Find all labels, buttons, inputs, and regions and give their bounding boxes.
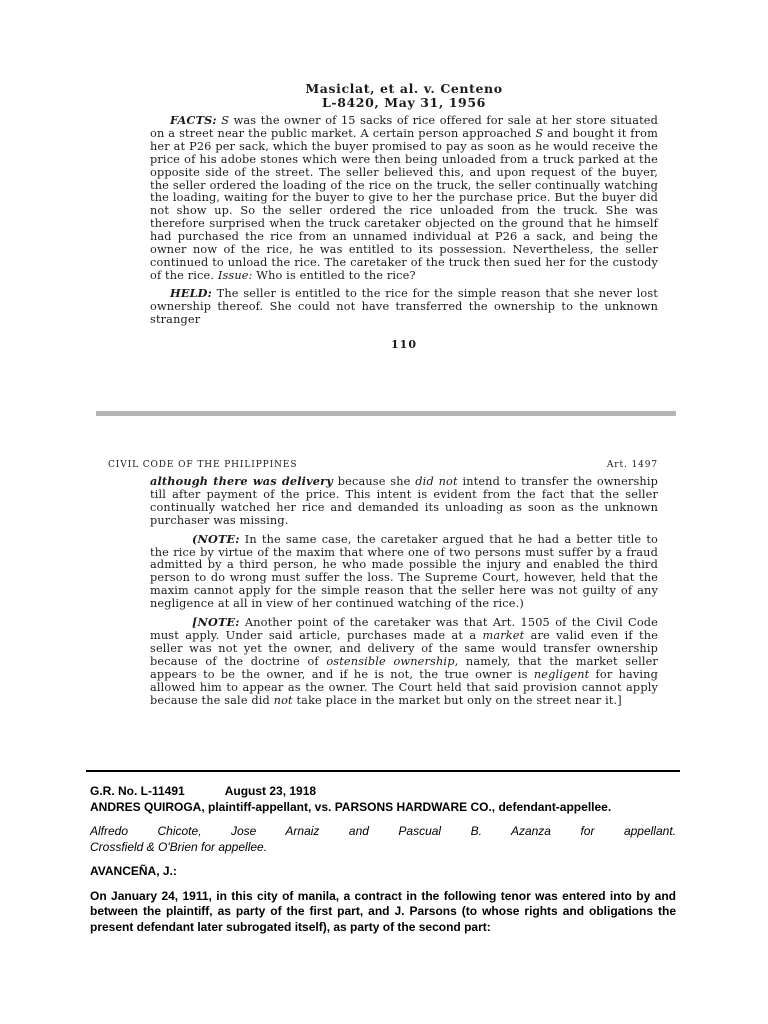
page-number: 110 [391, 337, 417, 351]
running-head-title: CIVIL CODE OF THE PHILIPPINES [108, 460, 298, 470]
note2-text-e: take place in the market but only on the street near it.] [292, 693, 622, 707]
case-header [90, 784, 676, 800]
case-title: Masiclat, et al. v. Centeno [305, 81, 503, 96]
issue-label: Issue: [217, 268, 253, 282]
decision-body: On January 24, 1911, in this city of manila, a contract in the following tenor was entered into by and between the plaintiff, as party of the first part, and J. Parsons (to whose rights and obligations the present defendant later subrogated itself), as party of the second part: [90, 888, 676, 934]
facts-paragraph [150, 114, 658, 283]
note2-text-c: , namely, that the market seller appears to be the owner, and if he is not, the true owner is [150, 654, 658, 681]
did-not-emphasis: did not [415, 475, 458, 488]
section-rule [86, 770, 680, 772]
scanned-page-bottom [108, 459, 658, 712]
facts-text-1: was the owner of 15 sacks of rice offered for sale at her store situated on a street near the public market. A certain person approached [150, 114, 659, 140]
ostensible-emphasis: ostensible ownership [326, 654, 455, 668]
not-emphasis: not [273, 693, 293, 707]
running-head-article: Art. 1497 [606, 460, 658, 470]
note2-text-d: for having allowed him to appear as the owner. The Court held that said provision cannot apply because the sale did [150, 667, 658, 707]
scanned-page-top [150, 82, 658, 351]
note2-label: [NOTE: [192, 615, 240, 630]
para1-text-b: intend to transfer the ownership till after payment of the price. This intent is evident from the fact that the seller continually watched her rice and demanded its unloading as soon as the unknown purchaser was missing. [150, 475, 658, 527]
negligent-emphasis: negligent [533, 667, 590, 681]
decision-text [90, 784, 676, 935]
delivery-emphasis: although there was delivery [150, 474, 333, 488]
issue-text: Who is entitled to the rice? [252, 268, 416, 282]
ponente: AVANCEÑA, J.: [90, 864, 177, 878]
counsel-appellant: Alfredo Chicote, Jose Arnaiz and Pascual B. Azanza for appellant. [90, 824, 676, 838]
page-divider [96, 411, 676, 416]
facts-text-2: and bought it from her at P26 per sack, which the buyer promised to pay as soon as he would receive the price of his adobe stones which were then being unloaded from a truck parked at the opposite side of the street. The seller believed this, and upon request of the buyer, the seller ordered the loading of the rice on the truck, the seller continually watching the loading, waiting for the buyer to give to her the purchase price. But the buyer did not show up. So the seller ordered the rice unloaded from the truck. She was therefore surprised when the truck caretaker objected on the ground that he himself had purchased the rice from an unnamed individual at P26 a sack, and being the owner now of the rice, he was entitled to its possession. Nevertheless, the seller continued to unload the rice. The caretaker of the truck then sued her for the custody of the rice. [150, 126, 658, 282]
facts-label: FACTS: [170, 113, 217, 127]
decision-date: August 23, 1918 [224, 784, 317, 798]
note-paragraph-1 [150, 533, 658, 611]
note-paragraph-2 [150, 616, 658, 707]
para1-text-a: because she [332, 475, 416, 488]
held-label: HELD: [170, 285, 212, 300]
continuation-paragraph [150, 475, 658, 528]
market-emphasis: market [482, 628, 525, 642]
facts-s2: S [535, 126, 544, 140]
gr-number: G.R. No. L-11491 [90, 784, 185, 798]
note2-text-a: Another point of the caretaker was that Art. 1505 of the Civil Code must apply. Under said article, purchases made at a [150, 616, 658, 642]
parties-line: ANDRES QUIROGA, plaintiff-appellant, vs. PARSONS HARDWARE CO., defendant-appellee. [90, 799, 612, 814]
held-paragraph [150, 287, 658, 327]
held-text: The seller is entitled to the rice for the simple reason that she never lost ownership thereof. She could not have transferred the ownership to the unknown stranger [150, 286, 658, 326]
note2-text-b: are valid even if the seller was not yet the owner, and delivery of the same would transfer ownership because of the doctrine of [150, 628, 658, 668]
running-head [108, 459, 658, 475]
case-citation: L-8420, May 31, 1956 [322, 95, 486, 110]
note1-text: In the same case, the caretaker argued that he had a better title to the rice by virtue of the maxim that where one of two persons must suffer by a fraud admitted by a third person, he who made possible the injury and enabled the third person to do wrong must suffer the loss. The Supreme Court, however, held that the maxim cannot apply for the simple reason that the seller here was not guilty of any negligence at all in view of her continued watching of the rice.) [150, 532, 658, 611]
counsel-appellee: Crossfield & O'Brien for appellee. [90, 839, 268, 854]
facts-s: S [221, 114, 230, 127]
note1-label: (NOTE: [192, 531, 240, 546]
